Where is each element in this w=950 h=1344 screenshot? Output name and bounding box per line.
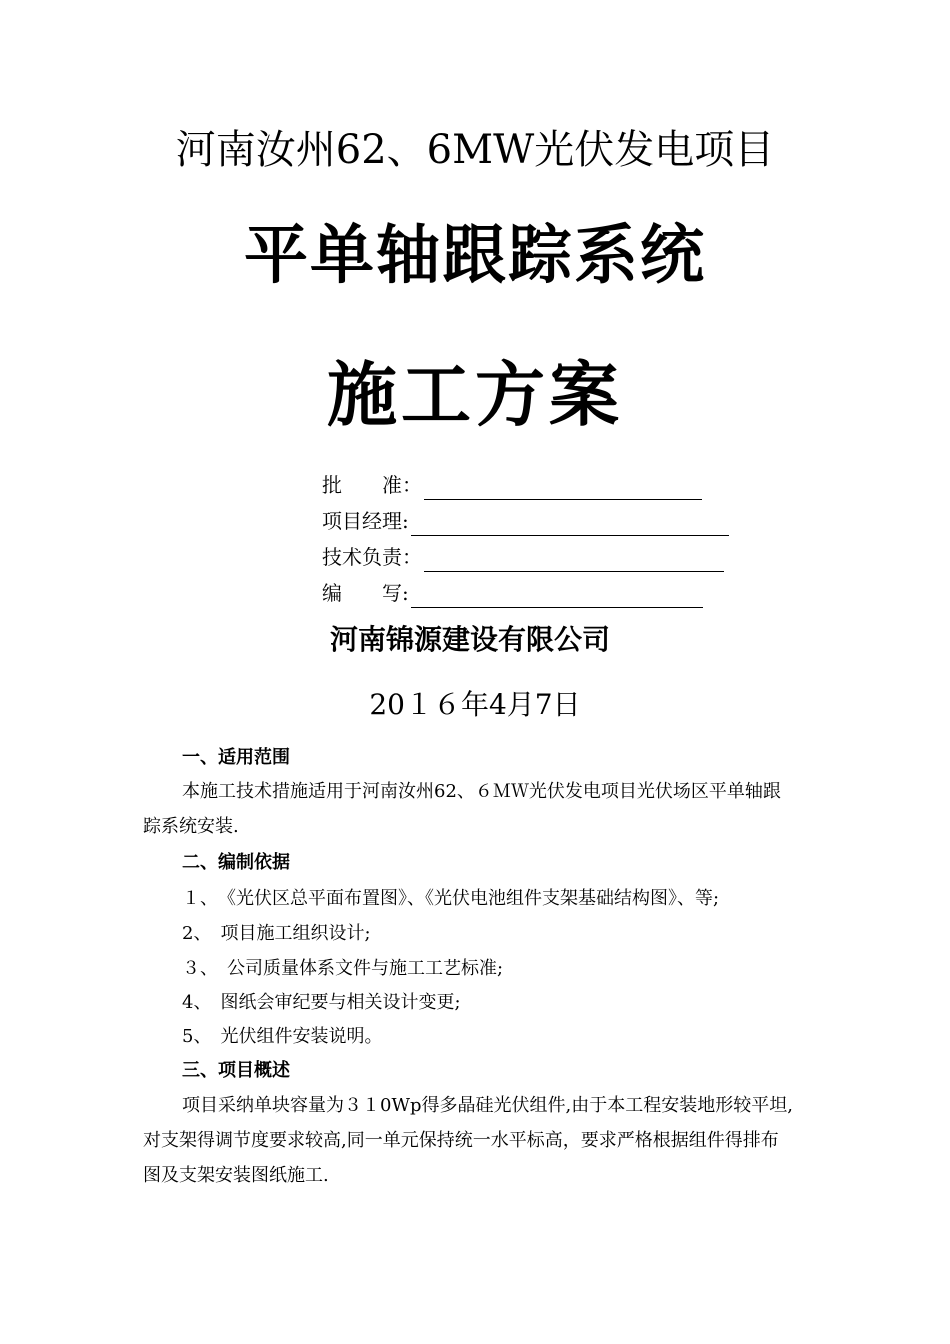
paragraph-line: 图及支架安装图纸施工.: [143, 1165, 329, 1186]
signature-row-project-manager: [322, 506, 729, 536]
section-heading-overview: 三、项目概述: [182, 1060, 290, 1081]
signature-row-author: [322, 578, 703, 608]
signature-label: 批 准：: [322, 473, 422, 497]
section-heading-basis: 二、编制依据: [182, 852, 290, 873]
document-title-system: 平单轴跟踪系统: [244, 218, 706, 293]
list-item: 5、 光伏组件安装说明。: [182, 1026, 383, 1047]
section-paragraph-overview: [143, 1088, 843, 1193]
document-title-plan: 施工方案: [327, 353, 623, 436]
document-title-project: 河南汝州62、6MW光伏发电项目: [175, 127, 775, 173]
signature-blank-line: [424, 477, 702, 500]
signature-label: 编 写:: [322, 581, 409, 605]
signature-row-technical-lead: [322, 542, 724, 572]
signature-label: 项目经理:: [322, 509, 409, 533]
section-paragraph-scope: [143, 774, 843, 844]
signature-blank-line: [411, 513, 729, 536]
list-item: １、 《光伏区总平面布置图》、《光伏电池组件支架基础结构图》、等;: [182, 888, 720, 909]
paragraph-line: 项目采纳单块容量为３１0Wp得多晶硅光伏组件,由于本工程安装地形较平坦,: [182, 1095, 793, 1116]
signature-blank-line: [411, 585, 703, 608]
section-heading-scope: 一、适用范围: [182, 747, 290, 768]
list-item: ３、 公司质量体系文件与施工工艺标准;: [182, 958, 504, 979]
document-date: 20１６年4月7日: [369, 688, 581, 721]
paragraph-line: 对支架得调节度要求较高,同一单元保持统一水平标高，要求严格根据组件得排布: [143, 1130, 779, 1151]
list-item: 2、 项目施工组织设计;: [182, 923, 371, 944]
signature-blank-line: [424, 549, 724, 572]
paragraph-line: 踪系统安装.: [143, 816, 239, 837]
signature-label: 技术负责：: [322, 545, 422, 569]
paragraph-line: 本施工技术措施适用于河南汝州62、６ＭＷ光伏发电项目光伏场区平单轴跟: [182, 781, 781, 802]
list-item: 4、 图纸会审纪要与相关设计变更;: [182, 992, 461, 1013]
signature-row-approval: [322, 470, 702, 500]
company-name: 河南锦源建设有限公司: [329, 623, 610, 656]
